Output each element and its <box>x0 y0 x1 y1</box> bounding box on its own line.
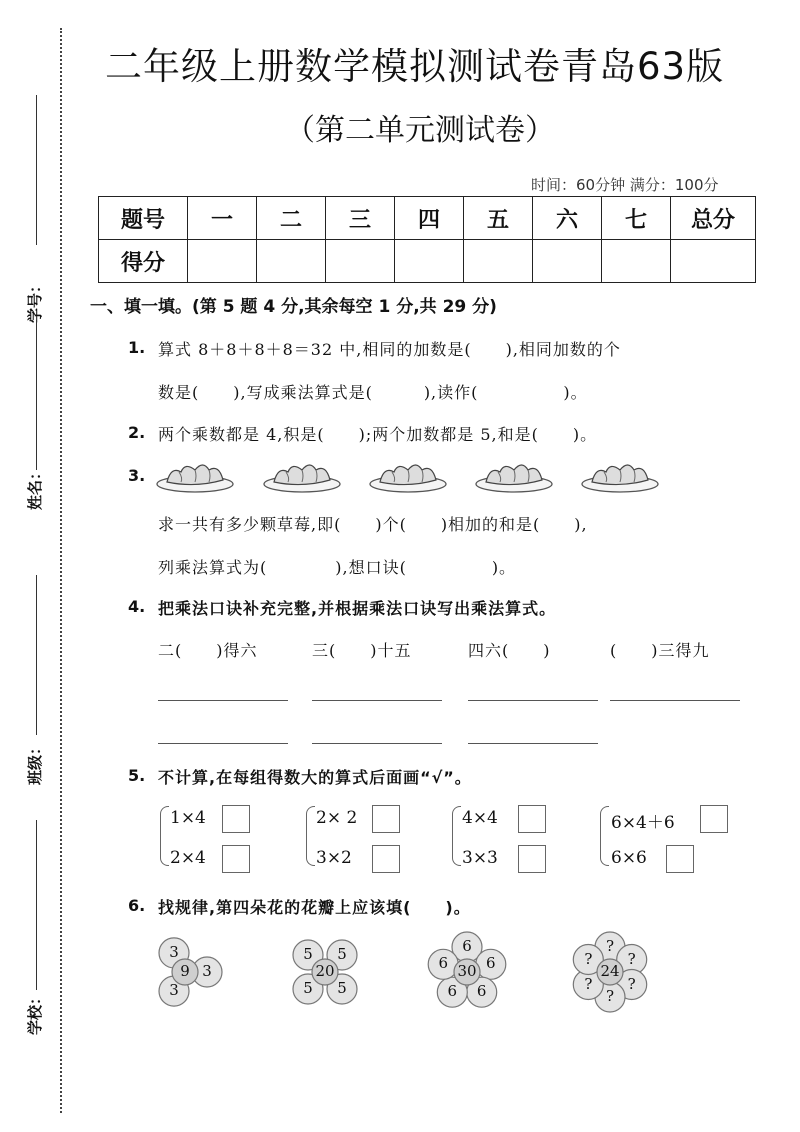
q4-text: 把乘法口诀补充完整,并根据乘法口诀写出乘法算式。 <box>158 599 557 618</box>
flower-petal-number: 6 <box>447 982 458 1001</box>
checkmark-box[interactable] <box>222 805 250 833</box>
q1-number: 1. <box>128 338 146 357</box>
school-field <box>20 820 56 1040</box>
answer-line[interactable] <box>158 743 288 744</box>
flower-petal-number: ? <box>584 974 593 993</box>
checkmark-box[interactable] <box>222 845 250 873</box>
score-table-header-row <box>99 197 756 240</box>
q1-line-1: 算式 8＋8＋8＋8＝32 中,相同的加数是( ),相同加数的个 <box>158 340 621 359</box>
flower-petal-number: ? <box>627 974 636 993</box>
score-cell[interactable] <box>671 240 756 283</box>
q4-item: ( )三得九 <box>610 641 710 660</box>
strawberry-plate-icon <box>580 458 660 498</box>
compare-expression: 3×3 <box>462 848 498 868</box>
flower-petal-number: 3 <box>169 981 179 1000</box>
compare-expression: 1×4 <box>170 808 206 828</box>
q3-number: 3. <box>128 466 146 485</box>
flower-petal-number: ? <box>605 987 615 1005</box>
score-cell[interactable] <box>533 240 602 283</box>
school-label: 学校： <box>26 989 44 1035</box>
q5-text: 不计算,在每组得数大的算式后面画“√”。 <box>158 768 472 787</box>
compare-expression: 2×4 <box>170 848 206 868</box>
q4-item: 四六( ) <box>468 641 551 660</box>
class-label: 班级： <box>26 739 44 785</box>
flower-petal-number: 3 <box>169 942 179 961</box>
table-header-cell: 四 <box>395 197 464 240</box>
flower-petal-number: ? <box>605 937 615 955</box>
checkmark-box[interactable] <box>700 805 728 833</box>
section-1-title: 一、填一填。(第 5 题 4 分,其余每空 1 分,共 29 分) <box>90 297 497 317</box>
table-header-cell: 七 <box>602 197 671 240</box>
time-score-info: 时间：60分钟 满分：100分 <box>531 176 719 194</box>
name-line <box>36 320 37 470</box>
answer-line[interactable] <box>468 700 598 701</box>
class-line <box>36 575 37 735</box>
q6-text: 找规律,第四朵花的花瓣上应该填( )。 <box>158 898 471 917</box>
flower-center-number: 9 <box>180 962 190 980</box>
q6-number: 6. <box>128 896 146 915</box>
q3-line-1: 求一共有多少颗草莓,即( )个( )相加的和是( ), <box>158 515 588 534</box>
flower-petal-number: ? <box>627 949 636 968</box>
flower-petal-number: 5 <box>303 978 313 997</box>
flower-petal-number: 6 <box>438 954 448 973</box>
score-cell[interactable] <box>602 240 671 283</box>
school-line <box>36 820 37 990</box>
q2-text: 两个乘数都是 4,积是( );两个加数都是 5,和是( )。 <box>158 425 598 444</box>
flower-petal-number: ? <box>584 949 593 968</box>
table-header-cell: 三 <box>326 197 395 240</box>
score-table <box>98 196 756 283</box>
table-header-cell: 五 <box>464 197 533 240</box>
brace-icon <box>600 806 609 866</box>
compare-expression: 6×4＋6 <box>611 813 675 833</box>
answer-line[interactable] <box>312 700 442 701</box>
score-cell[interactable] <box>188 240 257 283</box>
student-id-label: 学号： <box>26 277 44 323</box>
score-cell[interactable] <box>395 240 464 283</box>
brace-icon <box>306 806 315 866</box>
score-cell[interactable] <box>326 240 395 283</box>
table-header-cell: 二 <box>257 197 326 240</box>
score-row-label: 得分 <box>99 240 188 283</box>
score-cell[interactable] <box>257 240 326 283</box>
checkmark-box[interactable] <box>518 805 546 833</box>
name-field <box>20 320 56 520</box>
table-header-cell: 六 <box>533 197 602 240</box>
compare-expression: 3×2 <box>316 848 352 868</box>
student-id-field <box>20 95 56 323</box>
student-id-line <box>36 95 37 245</box>
q5-number: 5. <box>128 766 146 785</box>
table-header-cell: 题号 <box>99 197 188 240</box>
q1-line-2: 数是( ),写成乘法算式是( ),读作( )。 <box>158 383 588 402</box>
flower-petal-number: 5 <box>303 945 313 964</box>
strawberry-plate-icon <box>262 458 342 498</box>
flower-petal-number: 5 <box>337 978 347 997</box>
flower-center-number: 20 <box>315 962 335 980</box>
compare-expression: 2× 2 <box>316 808 358 828</box>
flower-petal-number: 5 <box>337 945 347 964</box>
page-title: 二年级上册数学模拟测试卷青岛63版 <box>105 45 725 88</box>
answer-line[interactable] <box>468 743 598 744</box>
score-table-score-row <box>99 240 756 283</box>
checkmark-box[interactable] <box>372 805 400 833</box>
score-cell[interactable] <box>464 240 533 283</box>
strawberry-plate-icon <box>368 458 448 498</box>
strawberry-plate-icon <box>155 458 235 498</box>
name-label: 姓名： <box>26 464 44 510</box>
checkmark-box[interactable] <box>666 845 694 873</box>
checkmark-box[interactable] <box>372 845 400 873</box>
strawberry-plate-icon <box>474 458 554 498</box>
q2-number: 2. <box>128 423 146 442</box>
answer-line[interactable] <box>610 700 740 701</box>
compare-expression: 6×6 <box>611 848 647 868</box>
q4-item: 二( )得六 <box>158 641 258 660</box>
brace-icon <box>160 806 169 866</box>
compare-expression: 4×4 <box>462 808 498 828</box>
q3-line-2: 列乘法算式为( ),想口诀( )。 <box>158 558 517 577</box>
flower-petal-number: 6 <box>476 982 487 1001</box>
page-subtitle: （第二单元测试卷） <box>285 113 555 148</box>
flower-petal-number: 3 <box>202 962 212 980</box>
flower-petal-number: 6 <box>485 954 496 973</box>
table-header-cell: 总分 <box>671 197 756 240</box>
answer-line[interactable] <box>312 743 442 744</box>
flower-petal-number: 6 <box>462 937 472 955</box>
q4-number: 4. <box>128 597 146 616</box>
q4-item: 三( )十五 <box>312 641 412 660</box>
flower-center-number: 30 <box>457 962 477 980</box>
flower-center-number: 24 <box>600 962 620 980</box>
brace-icon <box>452 806 461 866</box>
answer-line[interactable] <box>158 700 288 701</box>
class-field <box>20 575 56 795</box>
table-header-cell: 一 <box>188 197 257 240</box>
binding-dotted-line <box>60 28 62 1113</box>
checkmark-box[interactable] <box>518 845 546 873</box>
